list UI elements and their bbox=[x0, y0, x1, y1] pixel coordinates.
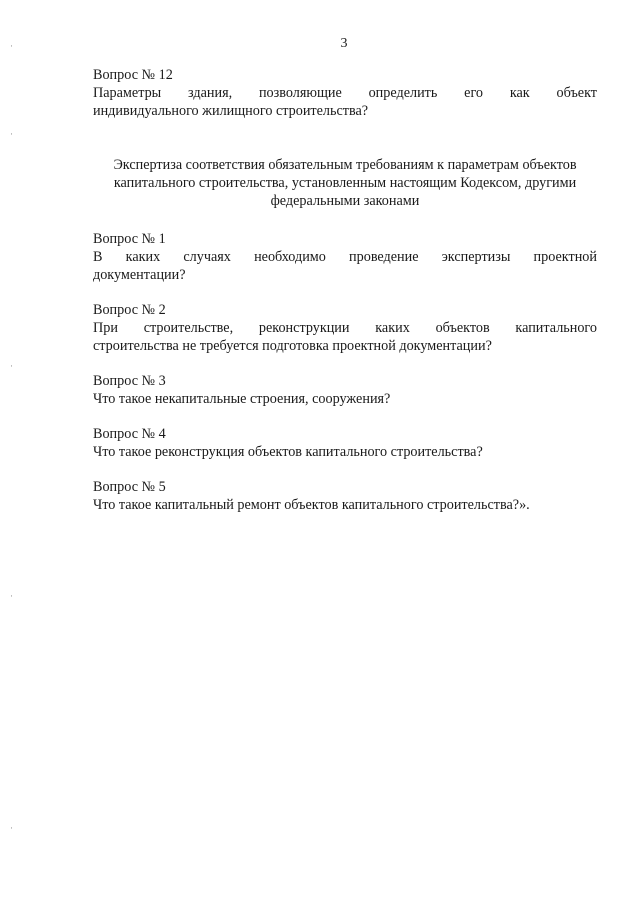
question-text-line: строительства не требуется подготовка проектной документации? bbox=[93, 338, 492, 354]
question-text-line: Что такое реконструкция объектов капитального строительства? bbox=[93, 444, 483, 460]
section-heading bbox=[93, 156, 597, 210]
question-text-line: В каких случаях необходимо проведение экспертизы проектной bbox=[93, 249, 597, 265]
question-label: Вопрос № 1 bbox=[93, 231, 166, 247]
section-heading-line: Экспертиза соответствия обязательным требованиям к параметрам объектов bbox=[113, 157, 577, 173]
question-text-line: Параметры здания, позволяющие определить его как объект bbox=[93, 85, 597, 101]
question-label: Вопрос № 2 bbox=[93, 302, 166, 318]
scan-mark: · bbox=[10, 591, 13, 601]
question-1 bbox=[93, 230, 597, 284]
question-text-line: индивидуального жилищного строительства? bbox=[93, 103, 369, 119]
question-3 bbox=[93, 372, 597, 408]
scan-mark: · bbox=[10, 361, 13, 371]
scan-mark: · bbox=[10, 823, 13, 833]
question-5 bbox=[93, 478, 597, 514]
page-number: 3 bbox=[340, 36, 348, 51]
question-text-line: Что такое капитальный ремонт объектов капитального строительства?». bbox=[93, 497, 530, 513]
question-text-line: документации? bbox=[93, 267, 186, 283]
question-12 bbox=[93, 66, 597, 120]
section-heading-line: федеральными законами bbox=[270, 193, 420, 209]
question-4 bbox=[93, 425, 597, 461]
question-label: Вопрос № 12 bbox=[93, 67, 173, 83]
section-heading-line: капитального строительства, установленным настоящим Кодексом, другими bbox=[113, 175, 577, 191]
question-label: Вопрос № 3 bbox=[93, 373, 166, 389]
question-text-line: Что такое некапитальные строения, сооружения? bbox=[93, 391, 391, 407]
question-label: Вопрос № 4 bbox=[93, 426, 166, 442]
scan-mark: · bbox=[10, 41, 13, 51]
question-2 bbox=[93, 301, 597, 355]
scan-mark: · bbox=[10, 129, 13, 139]
question-label: Вопрос № 5 bbox=[93, 479, 166, 495]
question-text-line: При строительстве, реконструкции каких объектов капитального bbox=[93, 320, 597, 336]
document-body bbox=[93, 66, 597, 531]
